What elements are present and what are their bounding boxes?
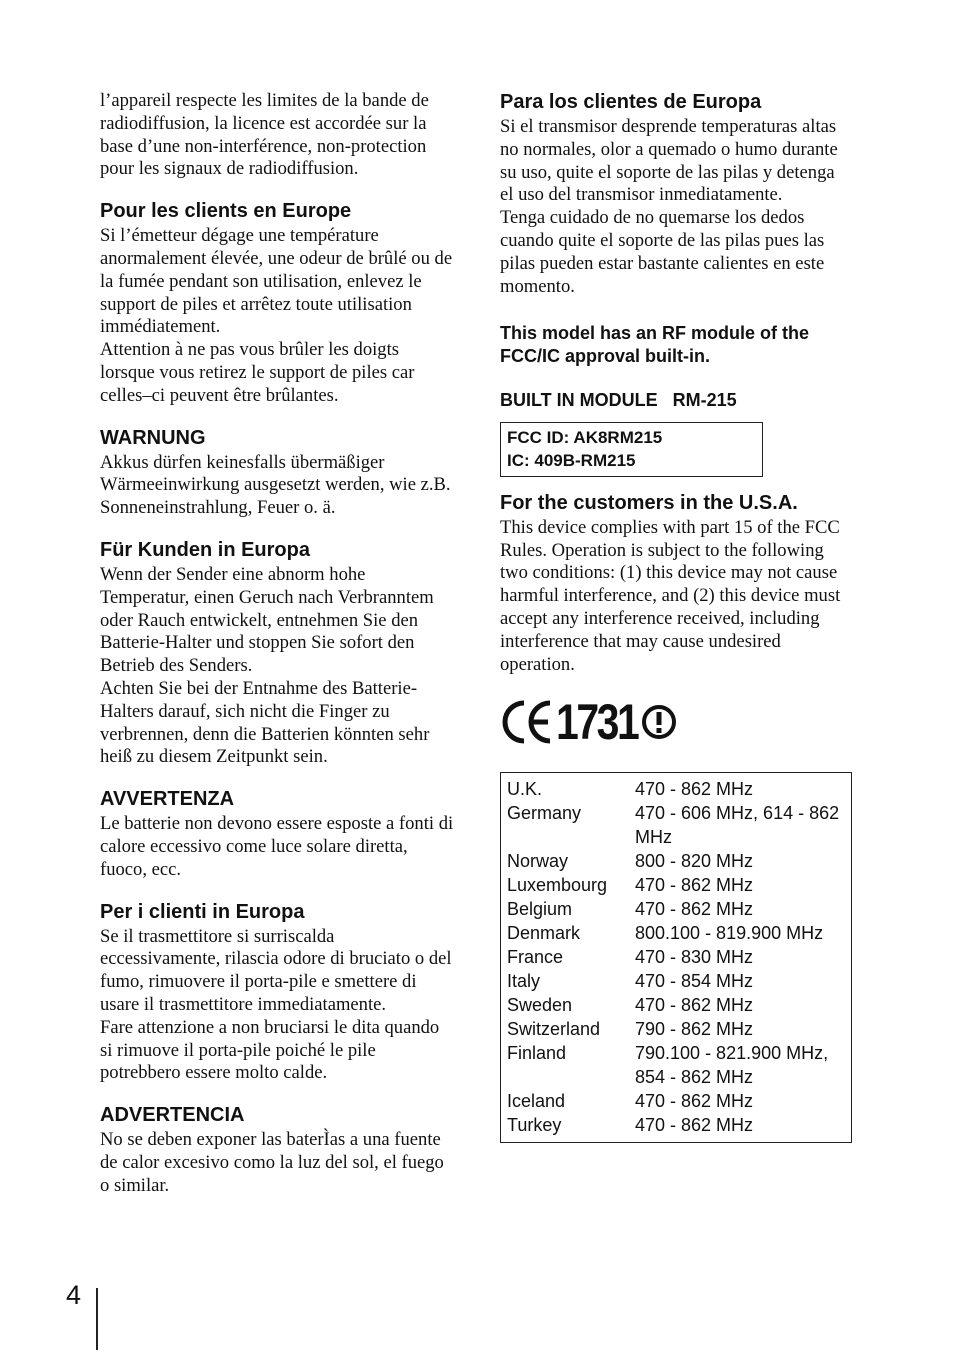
table-row xyxy=(507,897,845,921)
table-row xyxy=(507,921,845,945)
frequency-cell: 470 - 830 MHz xyxy=(635,947,754,968)
page-divider xyxy=(96,1288,98,1350)
section-es-advertencia xyxy=(100,1103,456,1197)
country-cell: Iceland xyxy=(507,1091,566,1112)
section-title: For the customers in the U.S.A. xyxy=(500,491,798,514)
table-row xyxy=(507,1017,845,1041)
section-title: Per i clienti in Europa xyxy=(100,900,305,923)
frequency-cell: 470 - 854 MHz xyxy=(635,971,754,992)
intro-paragraph: l’appareil respecte les limites de la bande de radiodiffusion, la licence est accordée sur la base d’une non-interférence, non-protection pour les signaux de radiodiffusion. xyxy=(100,90,429,180)
table-row xyxy=(507,993,845,1017)
frequency-cell: 470 - 862 MHz xyxy=(635,1091,754,1112)
frequency-cell: 470 - 606 MHz, 614 - 862 MHz xyxy=(635,803,840,848)
section-de-europa xyxy=(100,538,456,769)
table-row xyxy=(507,945,845,969)
frequency-cell: 800 - 820 MHz xyxy=(635,851,754,872)
country-cell: France xyxy=(507,947,564,968)
country-cell: Germany xyxy=(507,803,582,824)
alert-circle-icon xyxy=(641,704,677,740)
section-body: No se deben exponer las baterÌas a una fuente de calor excesivo como la luz del sol, el fuego o similar. xyxy=(100,1129,444,1196)
country-cell: Finland xyxy=(507,1043,567,1064)
fcc-id: FCC ID: AK8RM215 xyxy=(507,427,663,447)
frequency-cell: 470 - 862 MHz xyxy=(635,899,754,920)
country-cell: Sweden xyxy=(507,995,573,1016)
country-cell: Belgium xyxy=(507,899,573,920)
table-row xyxy=(507,849,845,873)
frequency-cell: 470 - 862 MHz xyxy=(635,779,754,800)
country-cell: Norway xyxy=(507,851,569,872)
section-body: Akkus dürfen keinesfalls übermäßiger Wärmeeinwirkung ausgesetzt werden, wie z.B. Sonneneinstrahlung, Feuer o. ä. xyxy=(100,451,451,519)
country-cell: U.K. xyxy=(507,779,543,800)
ce-logo-icon xyxy=(500,699,554,745)
table-row xyxy=(507,1113,845,1137)
frequency-table xyxy=(500,772,852,1143)
fcc-id-box xyxy=(500,422,763,477)
notified-body-number: 1731 xyxy=(556,694,638,751)
frequency-cell: 790 - 862 MHz xyxy=(635,1019,754,1040)
section-title: AVVERTENZA xyxy=(100,788,235,811)
country-cell: Denmark xyxy=(507,923,581,944)
section-body: This device complies with part 15 of the FCC Rules. Operation is subject to the following two conditions: (1) this device may not cause harmful interference, and (2) this device must accept any interference received, including interference that may cause undesired operation. xyxy=(500,516,841,675)
section-it-avvertenza xyxy=(100,787,456,881)
section-body: Wenn der Sender eine abnorm hohe Temperatur, einen Geruch nach Verbranntem oder Rauch entwickelt, entnehmen Sie den Batterie-Halter und stoppen Sie sofort den Betrieb des Senders. Achten Sie bei der Entnahme des Batterie-Halters darauf, sich nicht die Finger zu verbrennen, denn die Batterien könnten sehr heiß zu diesem Zeitpunkt sein. xyxy=(100,563,434,768)
section-body: Le batterie non devono essere esposte a fonti di calore eccessivo come luce solare diretta, fuoco, ecc. xyxy=(100,813,454,880)
frequency-cell: 790.100 - 821.900 MHz, 854 - 862 MHz xyxy=(635,1043,829,1088)
frequency-cell: 470 - 862 MHz xyxy=(635,995,754,1016)
section-es-europa xyxy=(500,90,852,298)
section-title: Für Kunden in Europa xyxy=(100,538,310,561)
module-label: BUILT IN MODULE RM-215 xyxy=(500,390,737,411)
country-cell: Luxembourg xyxy=(507,875,608,896)
frequency-cell: 470 - 862 MHz xyxy=(635,1115,754,1136)
section-title: ADVERTENCIA xyxy=(100,1104,245,1127)
section-usa xyxy=(500,491,852,677)
left-column xyxy=(100,90,456,1197)
table-row xyxy=(507,969,845,993)
section-body: Si l’émetteur dégage une température anormalement élevée, une odeur de brûlé ou de la fumée pendant son utilisation, enlevez le support de piles et arrêtez toute utilisation immédiatement. Attention à ne pas vous brûler les doigts lorsque vous retirez le support de piles car celles–ci peuvent être brûlantes. xyxy=(100,225,453,406)
section-body: Si el transmisor desprende temperaturas altas no normales, olor a quemado o humo durante su uso, quite el soporte de las pilas y detenga el uso del transmisor inmediatamente. Tenga cuidado de no quemarse los dedos cuando quite el soporte de las pilas pues las pilas pueden estar bastante calientes en este momento. xyxy=(500,116,838,297)
table-row xyxy=(507,801,845,849)
section-de-warnung xyxy=(100,426,456,520)
section-body: Se il trasmettitore si surriscalda eccessivamente, rilascia odore di bruciato o del fumo, rimuovere il porta-pile e smettere di usare il trasmettitore immediatamente. Fare attenzione a non bruciarsi le dita quando si rimuove il porta-pile poiché le pile potrebbero essere molto calde. xyxy=(100,925,452,1084)
rf-module-note: This model has an RF module of the FCC/IC approval built-in. xyxy=(500,323,810,366)
table-row xyxy=(507,1089,845,1113)
section-title: Pour les clients en Europe xyxy=(100,200,352,223)
section-fr-europe xyxy=(100,199,456,407)
section-title: Para los clientes de Europa xyxy=(500,91,762,113)
section-it-europa xyxy=(100,900,456,1086)
country-cell: Italy xyxy=(507,971,541,992)
section-title: WARNUNG xyxy=(100,426,206,449)
page-number: 4 xyxy=(66,1280,82,1310)
table-row xyxy=(507,873,845,897)
right-column xyxy=(500,90,852,1143)
table-row xyxy=(507,777,845,801)
country-cell: Turkey xyxy=(507,1115,562,1136)
ce-mark xyxy=(500,694,852,750)
ic-id: IC: 409B-RM215 xyxy=(507,450,636,470)
country-cell: Switzerland xyxy=(507,1019,601,1040)
frequency-cell: 470 - 862 MHz xyxy=(635,875,754,896)
table-row xyxy=(507,1041,845,1089)
frequency-cell: 800.100 - 819.900 MHz xyxy=(635,923,824,944)
